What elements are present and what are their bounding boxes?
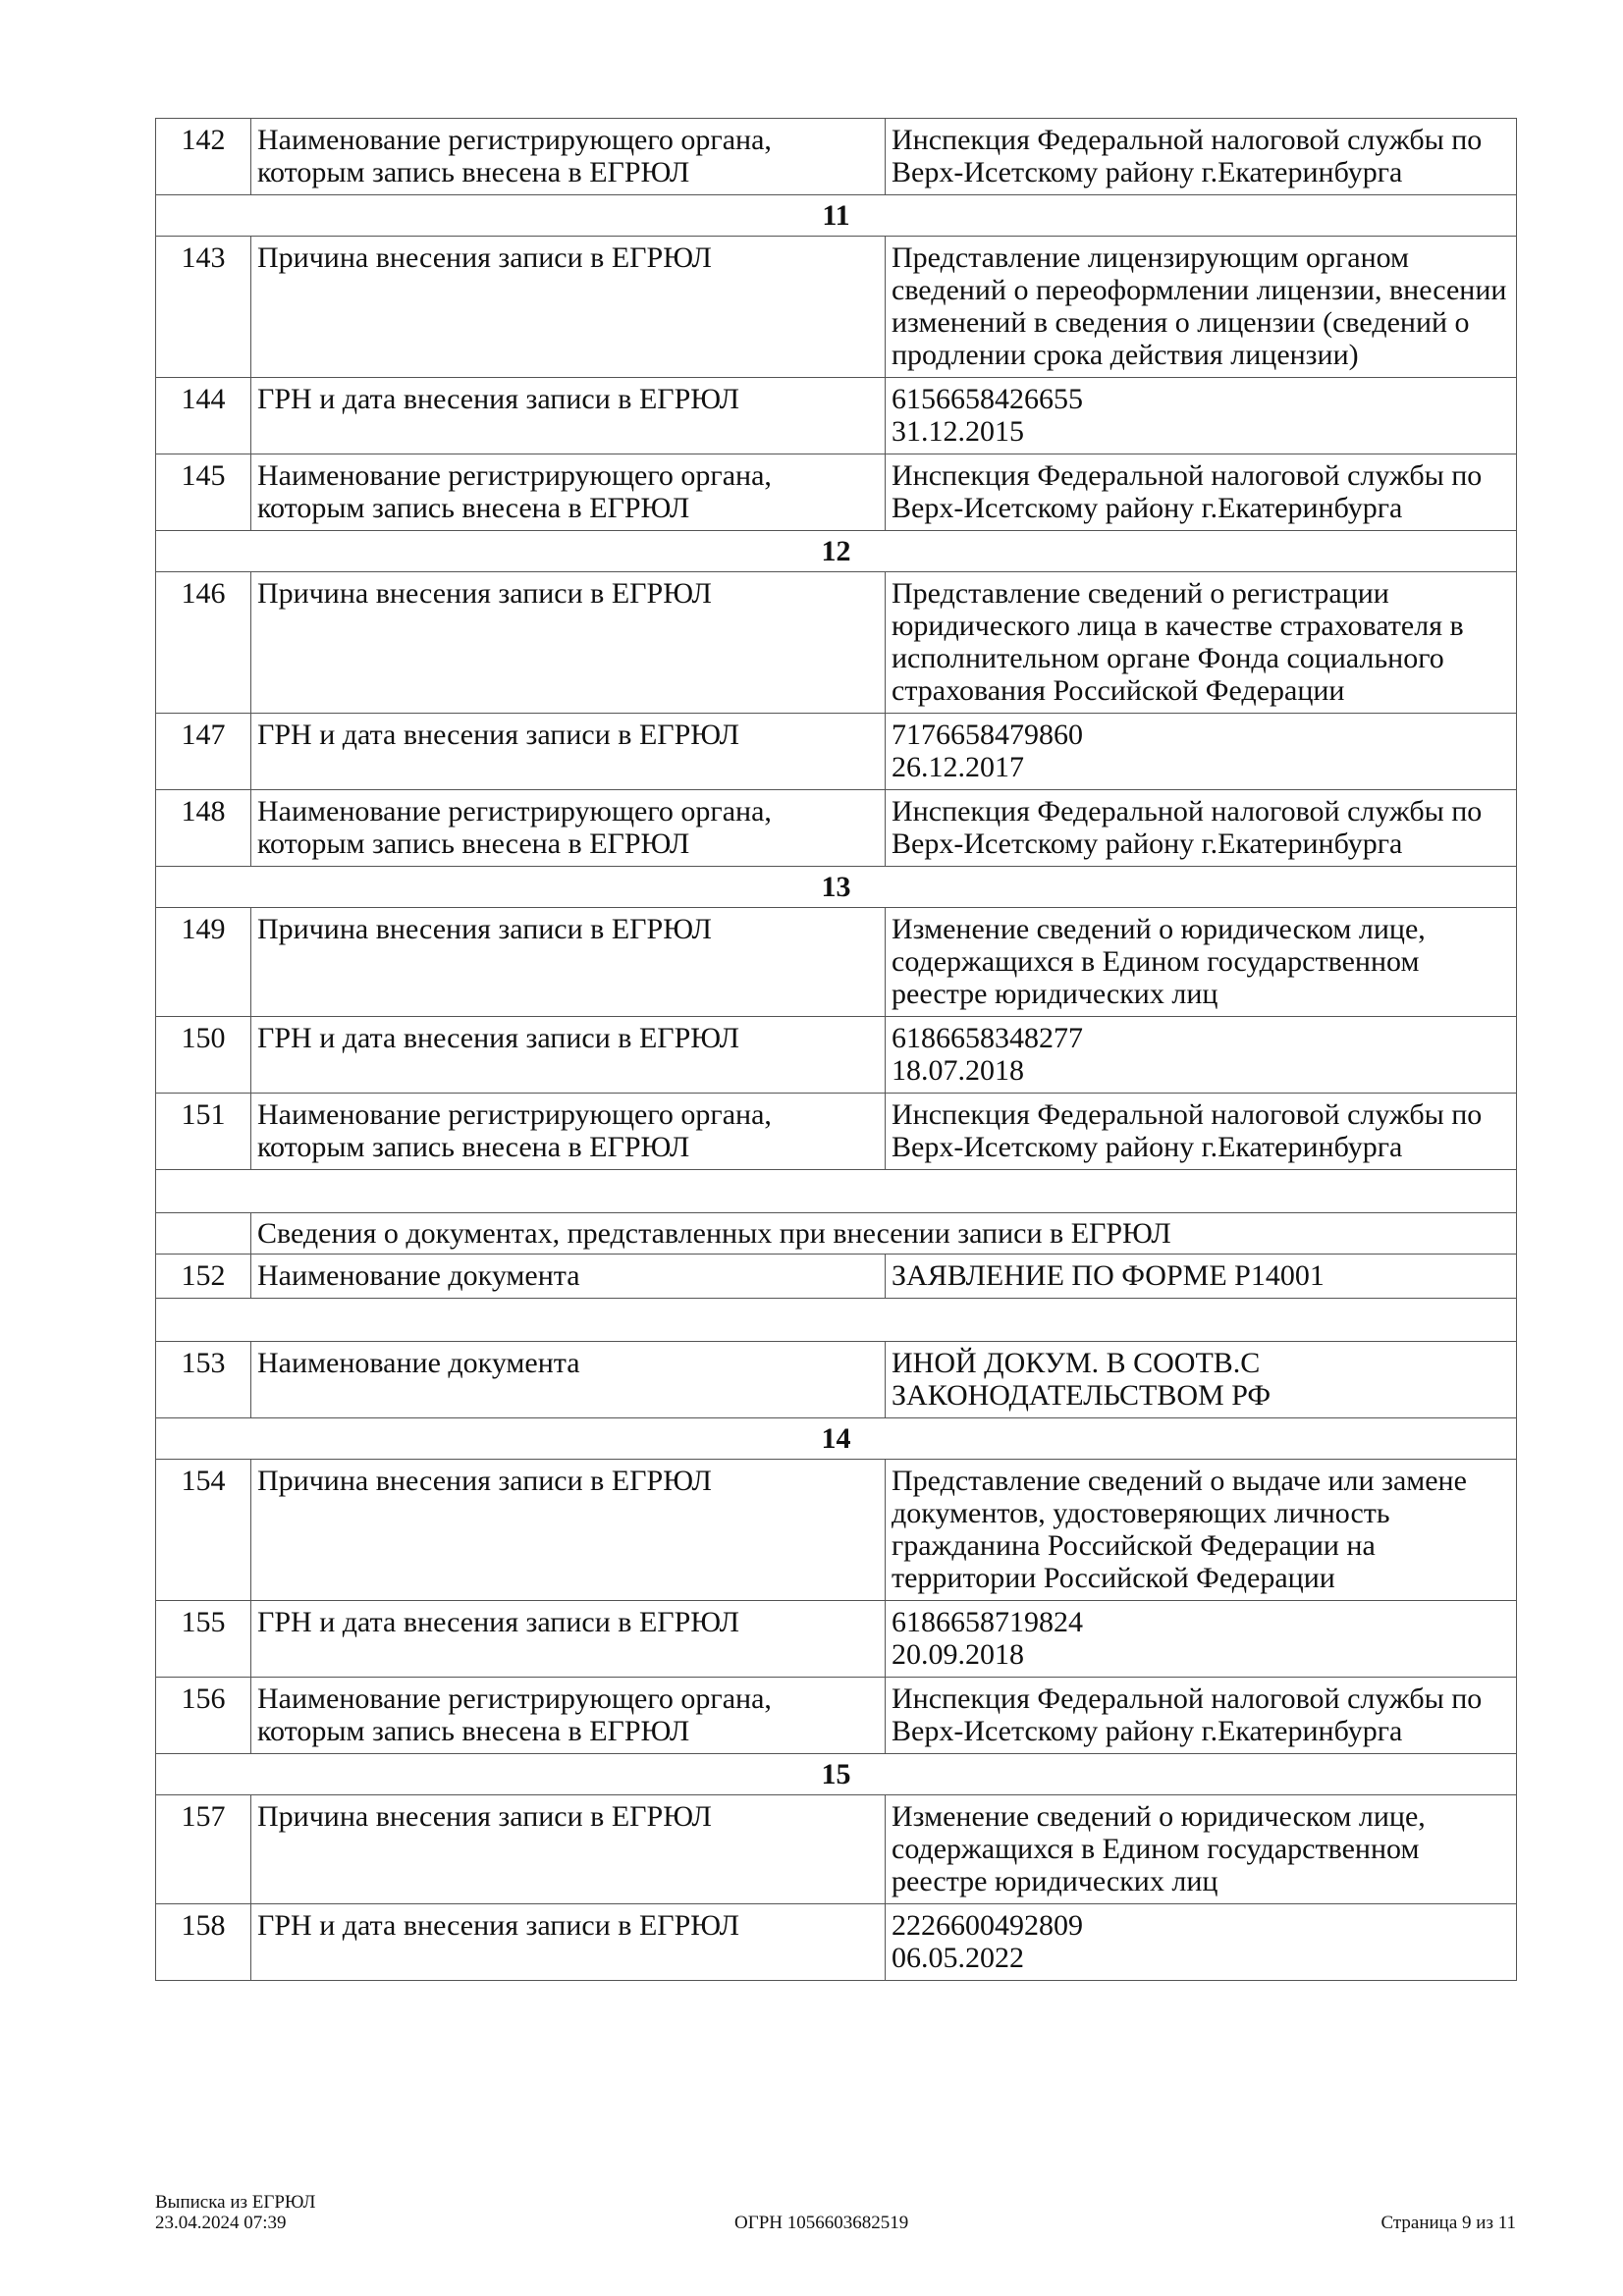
field-name: Наименование регистрирующего органа, которым запись внесена в ЕГРЮЛ — [251, 119, 886, 195]
field-value — [886, 714, 1517, 790]
field-value-line: 26.12.2017 — [892, 751, 1024, 783]
field-name: Наименование регистрирующего органа, которым запись внесена в ЕГРЮЛ — [251, 1678, 886, 1754]
record-row — [156, 119, 1517, 195]
record-row — [156, 1678, 1517, 1754]
spacer-row — [156, 1170, 1517, 1213]
footer-doc-title: Выписка из ЕГРЮЛ — [155, 2192, 316, 2213]
field-value: Инспекция Федеральной налоговой службы по Верх-Исетскому району г.Екатеринбурга — [886, 790, 1517, 867]
egrul-records-table — [155, 118, 1517, 1981]
record-row — [156, 1094, 1517, 1170]
spacer-cell — [156, 1170, 1517, 1213]
field-value: Инспекция Федеральной налоговой службы по Верх-Исетскому району г.Екатеринбурга — [886, 1094, 1517, 1170]
field-name: ГРН и дата внесения записи в ЕГРЮЛ — [251, 1904, 886, 1981]
section-header-row — [156, 531, 1517, 572]
field-name: Наименование регистрирующего органа, которым запись внесена в ЕГРЮЛ — [251, 454, 886, 531]
row-number: 158 — [156, 1904, 251, 1981]
record-row — [156, 790, 1517, 867]
field-name: Причина внесения записи в ЕГРЮЛ — [251, 908, 886, 1017]
field-name: ГРН и дата внесения записи в ЕГРЮЛ — [251, 714, 886, 790]
field-value-line: 31.12.2015 — [892, 415, 1024, 448]
field-name: Причина внесения записи в ЕГРЮЛ — [251, 237, 886, 378]
row-number: 142 — [156, 119, 251, 195]
record-row — [156, 1255, 1517, 1299]
record-row — [156, 1601, 1517, 1678]
field-value: Инспекция Федеральной налоговой службы по Верх-Исетскому району г.Екатеринбурга — [886, 1678, 1517, 1754]
field-name: ГРН и дата внесения записи в ЕГРЮЛ — [251, 1017, 886, 1094]
egrul-extract-page — [155, 118, 1516, 1981]
section-header-row — [156, 1418, 1517, 1460]
record-row — [156, 1017, 1517, 1094]
row-number: 143 — [156, 237, 251, 378]
spacer-cell — [156, 1299, 1517, 1342]
row-number: 150 — [156, 1017, 251, 1094]
field-value-line: 20.09.2018 — [892, 1638, 1024, 1671]
field-value-line: 06.05.2022 — [892, 1942, 1024, 1974]
field-value: ЗАЯВЛЕНИЕ ПО ФОРМЕ Р14001 — [886, 1255, 1517, 1299]
record-row — [156, 908, 1517, 1017]
record-row — [156, 714, 1517, 790]
field-value: Инспекция Федеральной налоговой службы по Верх-Исетскому району г.Екатеринбурга — [886, 119, 1517, 195]
footer-datetime: 23.04.2024 07:39 — [155, 2213, 287, 2233]
footer-page-number: Страница 9 из 11 — [1380, 2213, 1516, 2233]
record-row — [156, 378, 1517, 454]
row-number: 156 — [156, 1678, 251, 1754]
field-value-line: 6186658719824 — [892, 1606, 1083, 1638]
section-number: 15 — [156, 1754, 1517, 1795]
field-value-line: 6156658426655 — [892, 383, 1083, 415]
egrul-records-body — [156, 119, 1517, 1981]
field-value: Изменение сведений о юридическом лице, содержащихся в Едином государственном реестре юридических лиц — [886, 908, 1517, 1017]
field-value-line: ИНОЙ ДОКУМ. В СООТВ.С — [892, 1347, 1261, 1379]
record-row — [156, 1342, 1517, 1418]
row-number: 149 — [156, 908, 251, 1017]
subheading-text: Сведения о документах, представленных при внесении записи в ЕГРЮЛ — [251, 1213, 1517, 1255]
row-number: 153 — [156, 1342, 251, 1418]
field-value-line: ЗАКОНОДАТЕЛЬСТВОМ РФ — [892, 1379, 1271, 1412]
spacer-row — [156, 1299, 1517, 1342]
subheading-num-cell — [156, 1213, 251, 1255]
record-row — [156, 237, 1517, 378]
field-name: ГРН и дата внесения записи в ЕГРЮЛ — [251, 378, 886, 454]
field-value — [886, 1342, 1517, 1418]
field-name: Наименование документа — [251, 1255, 886, 1299]
section-number: 13 — [156, 867, 1517, 908]
subheading-row — [156, 1213, 1517, 1255]
field-value: Представление сведений о выдаче или замене документов, удостоверяющих личность гражданина Российской Федерации на территории Российской Федерации — [886, 1460, 1517, 1601]
section-header-row — [156, 195, 1517, 237]
field-value — [886, 1017, 1517, 1094]
field-value-line: 6186658348277 — [892, 1022, 1083, 1054]
field-name: ГРН и дата внесения записи в ЕГРЮЛ — [251, 1601, 886, 1678]
section-header-row — [156, 1754, 1517, 1795]
record-row — [156, 572, 1517, 714]
section-number: 12 — [156, 531, 1517, 572]
page-footer — [155, 2192, 1516, 2241]
row-number: 151 — [156, 1094, 251, 1170]
field-name: Наименование регистрирующего органа, которым запись внесена в ЕГРЮЛ — [251, 1094, 886, 1170]
field-name: Причина внесения записи в ЕГРЮЛ — [251, 1795, 886, 1904]
row-number: 145 — [156, 454, 251, 531]
row-number: 147 — [156, 714, 251, 790]
field-value: Инспекция Федеральной налоговой службы по Верх-Исетскому району г.Екатеринбурга — [886, 454, 1517, 531]
record-row — [156, 1460, 1517, 1601]
row-number: 146 — [156, 572, 251, 714]
field-value — [886, 1601, 1517, 1678]
field-name: Наименование документа — [251, 1342, 886, 1418]
row-number: 152 — [156, 1255, 251, 1299]
field-name: Причина внесения записи в ЕГРЮЛ — [251, 1460, 886, 1601]
section-header-row — [156, 867, 1517, 908]
record-row — [156, 1904, 1517, 1981]
section-number: 11 — [156, 195, 1517, 237]
field-value — [886, 1904, 1517, 1981]
footer-left — [155, 2192, 315, 2233]
field-value-line: 2226600492809 — [892, 1909, 1083, 1942]
field-value-line: 18.07.2018 — [892, 1054, 1024, 1087]
record-row — [156, 454, 1517, 531]
section-number: 14 — [156, 1418, 1517, 1460]
field-value — [886, 378, 1517, 454]
field-value: Изменение сведений о юридическом лице, содержащихся в Едином государственном реестре юридических лиц — [886, 1795, 1517, 1904]
record-row — [156, 1795, 1517, 1904]
row-number: 157 — [156, 1795, 251, 1904]
field-value: Представление сведений о регистрации юридического лица в качестве страхователя в исполнительном органе Фонда социального страхования Российской Федерации — [886, 572, 1517, 714]
field-value-line: 7176658479860 — [892, 719, 1083, 751]
field-value: Представление лицензирующим органом сведений о переоформлении лицензии, внесении изменений в сведения о лицензии (сведений о продлении срока действия лицензии) — [886, 237, 1517, 378]
row-number: 148 — [156, 790, 251, 867]
footer-ogrn: ОГРН 1056603682519 — [734, 2213, 909, 2233]
field-name: Наименование регистрирующего органа, которым запись внесена в ЕГРЮЛ — [251, 790, 886, 867]
field-name: Причина внесения записи в ЕГРЮЛ — [251, 572, 886, 714]
row-number: 155 — [156, 1601, 251, 1678]
row-number: 144 — [156, 378, 251, 454]
row-number: 154 — [156, 1460, 251, 1601]
